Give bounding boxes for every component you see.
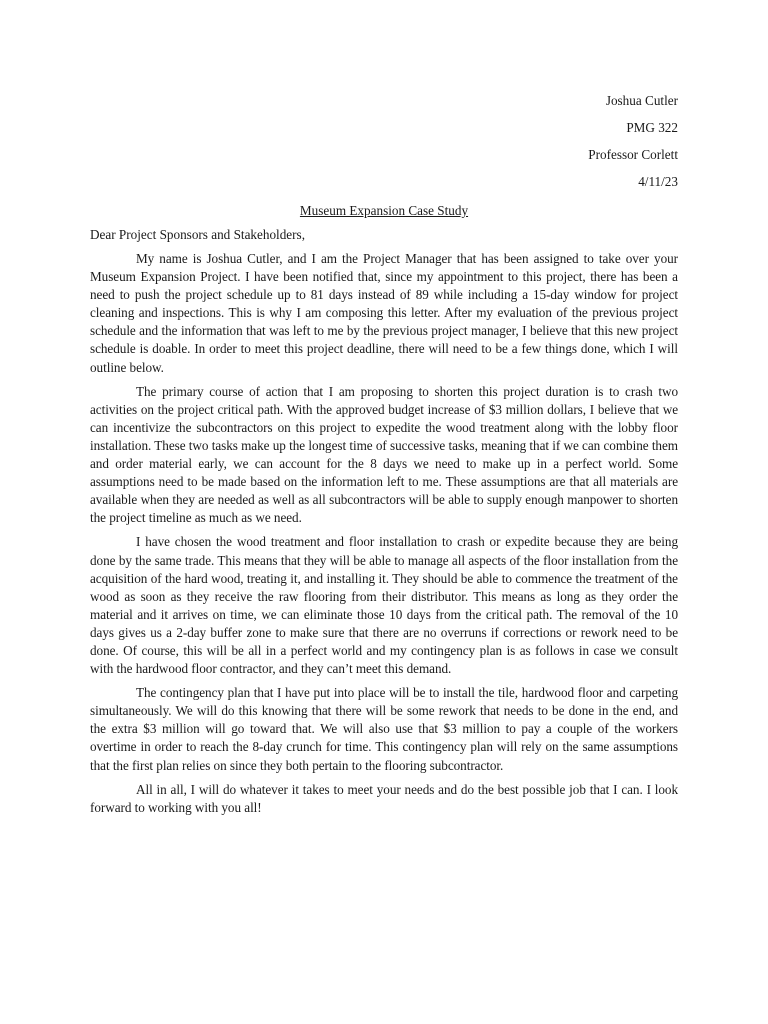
- document-title: Museum Expansion Case Study: [299, 203, 469, 218]
- letter-date: 4/11/23: [638, 174, 678, 189]
- body-paragraph-closing: All in all, I will do whatever it takes to meet your needs and do the best possible job that I can. I look forward to working with you all!: [90, 781, 678, 815]
- body-paragraph-crash-plan: The primary course of action that I am proposing to shorten this project duration is to crash two activities on the project critical path. With the approved budget increase of $3 million dollars, I believe that we can incentivize the subcontractors on this project to expedite the wood treatment along with the lobby floor installation. These two tasks make up the longest time of successive tasks, meaning that if we can combine them and order material early, we can account for the 8 days we need to make up in a perfect world. Some assumptions need to be made based on the information left to me. These assumptions are that all materials are available when they are needed as well as all subcontractors will be able to supply enough manpower to shorten the project timeline as much as we need.: [90, 383, 678, 526]
- course-code: PMG 322: [626, 120, 678, 135]
- header-block: [90, 92, 678, 200]
- professor-name: Professor Corlett: [588, 147, 678, 162]
- author-name: Joshua Cutler: [605, 93, 678, 108]
- salutation: Dear Project Sponsors and Stakeholders,: [90, 227, 305, 242]
- body-paragraph-contingency: The contingency plan that I have put into place will be to install the tile, hardwood floor and carpeting simultaneously. We will do this knowing that there will be some rework that needs to be done in the end, and the extra $3 million will go toward that. We will also use that $3 million to pay a couple of the workers overtime in order to reach the 8-day crunch for time. This contingency plan will rely on the same assumptions that the first plan relies on since they both pertain to the flooring subcontractor.: [90, 685, 678, 773]
- body-paragraph-intro: My name is Joshua Cutler, and I am the Project Manager that has been assigned to take over your Museum Expansion Project. I have been notified that, since my appointment to this project, there has been a need to push the project schedule up to 81 days instead of 89 while including a 15-day window for project cleaning and inspections. This is why I am composing this letter. After my evaluation of the previous project schedule and the information that was left to me by the previous project manager, I believe that this new project schedule is doable. In order to meet this project deadline, there will need to be a few things done, which I will outline below.: [90, 251, 678, 375]
- body-paragraph-trade-rationale: I have chosen the wood treatment and floor installation to crash or expedite because they are being done by the same trade. This means that they will be able to manage all aspects of the floor installation from the acquisition of the hard wood, treating it, and installing it. They should be able to commence the treatment of the wood as soon as they receive the raw flooring from their distributor. This means as long as they order the material and it arrives on time, we can eliminate those 10 days from the critical path. The removal of the 10 days gives us a 2-day buffer zone to make sure that there are no overruns if corrections or rework need to be done. Of course, this will be all in a perfect world and my contingency plan is as follows in case we consult with the hardwood floor contractor, and they can’t meet this demand.: [90, 534, 678, 677]
- document-page: [90, 92, 678, 823]
